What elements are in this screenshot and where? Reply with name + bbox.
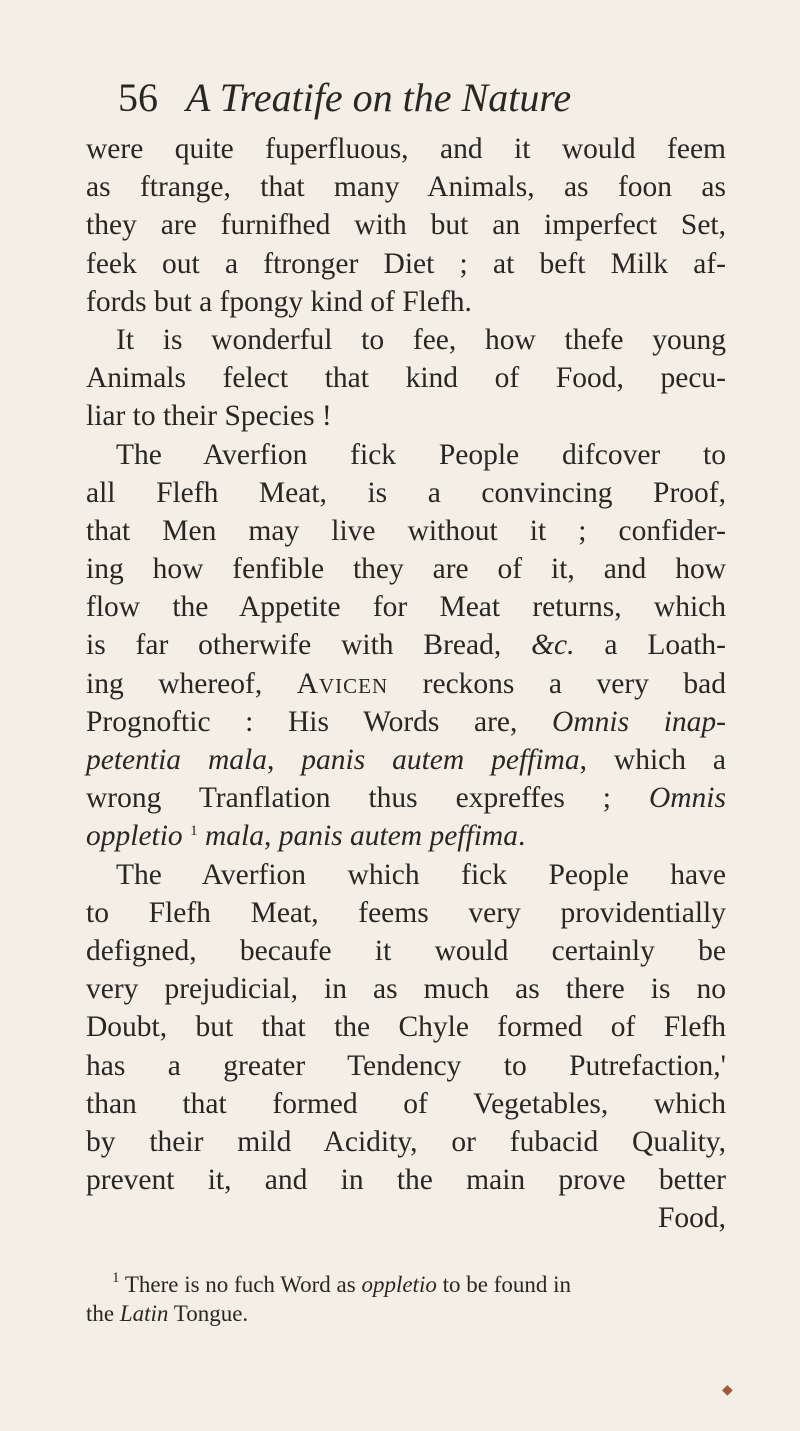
footnote-line: $^1$ There is no fuch Word as oppletio to be found in: [112, 1270, 571, 1297]
text-line: Prognoftic : His Words are, Omnis inap-: [86, 705, 726, 738]
footnote: [86, 1270, 726, 1328]
text-line: wrong Tranflation thus expreffes ; Omnis: [86, 782, 726, 815]
text-line: It is wonderful to fee, how thefe young: [116, 323, 726, 356]
text-line: prevent it, and in the main prove better: [86, 1164, 726, 1197]
text-line: Animals felect that kind of Food, pecu-: [86, 362, 726, 395]
text-line: flow the Appetite for Meat returns, which: [86, 591, 726, 624]
text-line: were quite fuperfluous, and it would feem: [86, 133, 726, 165]
running-title: A Treatife on the Nature: [186, 75, 572, 120]
text-line: has a greater Tendency to Putrefaction,': [86, 1049, 726, 1082]
text-line: by their mild Acidity, or fubacid Quality,: [86, 1125, 726, 1158]
text-line: they are furnifhed with but an imperfect Set,: [86, 209, 726, 242]
text-line: feek out a ftronger Diet ; at beft Milk af-: [86, 247, 726, 280]
text-line: Doubt, but that the Chyle formed of Flefh: [86, 1011, 726, 1044]
text-line: ing how fenfible they are of it, and how: [86, 553, 726, 586]
text-line: petentia mala, panis autem peffima, which a: [86, 744, 727, 776]
text-line: as ftrange, that many Animals, as foon as: [86, 171, 726, 204]
text-line: than that formed of Vegetables, which: [86, 1087, 726, 1120]
text-line: fords but a fpongy kind of Flefh.: [86, 285, 472, 318]
text-line: very prejudicial, in as much as there is no: [86, 973, 726, 1006]
text-line: that Men may live without it ; confider-: [86, 514, 726, 547]
footnote-line: the Latin Tongue.: [86, 1301, 249, 1326]
text-line: all Flefh Meat, is a convincing Proof,: [86, 476, 726, 509]
page-number: 56: [118, 75, 158, 120]
text-line: to Flefh Meat, feems very providentially: [86, 896, 726, 929]
text-line: oppletio $^1$ mala, panis autem peffima.: [86, 820, 526, 853]
text-line: is far otherwife with Bread, &c. a Loath-: [86, 629, 726, 662]
body-text: [86, 130, 726, 1237]
text-line: ing whereof, Avicen reckons a very bad: [86, 667, 726, 700]
text-line: defigned, becaufe it would certainly be: [86, 934, 726, 967]
page-header: [118, 74, 571, 122]
text-line: The Averfion fick People difcover to: [116, 438, 726, 471]
text-line: liar to their Species !: [86, 400, 332, 433]
text-line: The Averfion which fick People have: [116, 858, 726, 891]
catchword: Food,: [657, 1202, 726, 1235]
ink-mark-icon: ◆: [722, 1383, 733, 1398]
